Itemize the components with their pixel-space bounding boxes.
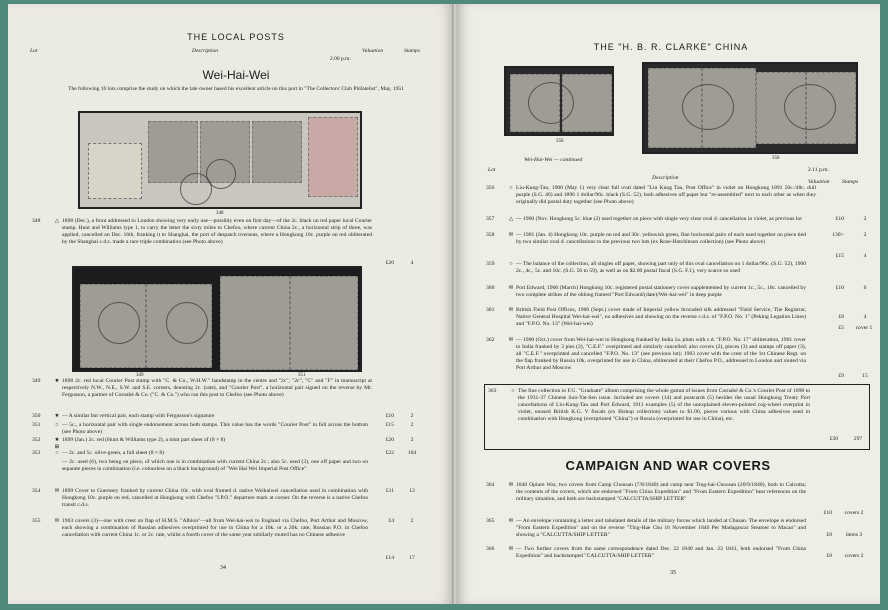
lot-symbol: ○ [511,388,515,394]
lot-entry [32,422,422,436]
lot-valuation: £11 [385,488,394,494]
lot-stamps: 15 [862,373,868,379]
right-page [456,4,880,604]
lot-valuation: £20 [385,437,394,443]
lot-stamps: 2 [410,422,414,428]
lot-symbol: ✉ [508,232,514,238]
stamp-image [290,276,358,370]
lot-valuation: 130/- [832,232,844,238]
lot-description: 1898 2c. red local Courier Post stamp with "C. & Co., W.H.W." handstamp in the centre and "2c", "2c", "C" and "F" in manuscript at respectively N.W., N.E., S.W. and S.E. corners, denoting 2c. (rate), and "Courier Post", a horizontal pair signed on the reverse by Mr. Fergusson, a partner of Cornabé & Co. ("C. & Co.") who ran this post to Chefoo (see Photo above) [62,378,372,398]
lot-entry [32,378,422,414]
lot-description: British Field Post Offices, 1900 (Sept.) cover made of Imperial yellow brocaded silk addressed "Field Service, The Registrar, Native General Hospital Wei-hai-wei", no adhesives and showing on the reverse c.d.s. of "F.P.O. No. 1" (Peking Legation Lines) and "F.P.O. No. 13" (Wei-hai-wei) [516,307,806,327]
lot-symbol: ★ [54,378,60,384]
lot-description: Liu-Kung-Tau, 1900 (May 1) very clear full oval dated "Liu Kung Tau, Post Office" in violet on Hongkong 1891 50c./48c. dull purple (S.G. 46) and 1896 1 dollar/96c. black (S.G. 52), both adhesives off paper but "re-assembled" next to each other as when they originally did postal duty together (see Photo above) [516,185,816,205]
lot-symbol: ✉ [54,488,60,494]
lot-entry [486,232,868,260]
running-head: THE "H. B. R. CLARKE" CHINA [593,42,749,52]
caption: 356 [556,139,564,144]
photo-pairs-349-351 [72,266,362,372]
postmark [528,82,574,124]
postmark [98,302,140,344]
postmark [784,84,836,130]
lot-entry [32,218,422,268]
lot-valuation: £9 [838,373,844,379]
postmark [166,302,208,344]
lot-number: 362 [486,337,495,343]
lot-symbol: ✉ [54,518,60,524]
lot-entry [486,518,868,546]
lot-valuation: £8 [838,314,844,320]
lot-trailing-values [486,373,868,381]
postmark [206,159,236,189]
lot-valuation: £10 [835,216,844,222]
col-valuation: Valuation [808,179,830,185]
lot-valuation: £8 [826,553,832,559]
lot-description: — 1900 (Nov. Hongkong 5c. blue (2) used together on piece with single very clear oval d. cancellation in violet, as previous lot [516,216,802,222]
lot-number: 358 [486,232,495,238]
lot-entry [486,482,868,518]
section-title-campaign: CAMPAIGN AND WAR COVERS [565,458,771,473]
stamp-image [88,143,142,199]
lot-trailing-values [32,555,422,563]
lot-symbol: ○ [55,450,59,456]
page-number: 34 [220,565,226,571]
lot-description: — 1901 (Jan. 4) Hongkong 10c. purple on red and 30c. yellowish green, fine horizontal pairs of each used together on piece tied by two similar oval d. cancellations to the previous two lots (ex Rose-Hutchinson collection) (see Photo above) [516,232,806,245]
lot-entry [486,285,868,307]
lot-entry [32,450,422,458]
lot-symbol: ✉ [508,546,514,552]
lot-symbol: ✉ [508,285,514,291]
lot-entry-featured [488,388,866,446]
page-number: 35 [670,570,676,576]
lot-symbol: ✉ [508,482,514,488]
lot-symbol: ✉ [508,518,514,524]
postmark [682,84,734,130]
lot-number: 351 [32,422,41,428]
lot-description: — Two further covers from the same correspondence dated Dec. 22 1840 and Jan. 23 1841, both endorsed "From China Expedition" and backstamped "CALCUTTA/SHIP LETTER" [516,546,806,559]
col-description: Description [652,175,679,181]
col-stamps: Stamps [842,179,859,185]
lot-description: — 2c. used (6), two being on piece, of which one is in combination with current China 2c.; also 5c. used (3), one off paper and two on separate pieces in combination (i.e. colourless on a black background) of "Wei Hai Wei Imperial Post Office" [62,459,368,472]
lot-symbol: ✉ [508,337,514,343]
col-description: Description [192,48,218,54]
left-page [8,4,454,604]
section-title: Wei-Hai-Wei [202,68,270,82]
lot-symbol: ✉ [508,307,514,313]
lot-valuation: £30 [829,436,838,442]
lot-valuation: £15 [835,253,844,259]
lot-valuation: £10 [835,285,844,291]
lot-entry [32,459,422,487]
caption: 349 [136,373,144,378]
lot-number: 355 [32,518,41,524]
lot-description: — The balance of the collection, all singles off paper, showing part only of this oval cancellation on 1 dollar/96c. (S.G. 52), 1900 2c., 4c., 5c. and 10c. (S.G. 56 to 59), as well as on $2.00 postal fiscal (S.G. F.1), very scarce so used [516,261,806,274]
lot-description: 1899 (Jan.) 2c. red (Hunt & Williams type 2), a mint part sheet of (8 × 8) [62,437,226,443]
lot-stamps: 297 [853,436,863,442]
photo-356 [504,66,614,136]
lot-valuation: £10 [823,510,832,516]
lot-symbol: ○ [509,185,513,191]
lot-number: 357 [486,216,495,222]
lot-description: — 1900 (Oct.) cover from Wei-hai-wei to Hongkong franked by India 1a. plum with c.d. "F.P.O. No. 17" obliteration, 1901 cover to India franked by 3 pies (2), "C.E.F." overprinted and similarly cancelled; also covers (2), pieces (3) and stamps off paper (3), all "C.E.F." overprinted and cancelled "F.P.O. No. 13" (see previous lot); 1903 cover with the crest of the 1st Chinese Regt. on the flap franked by Russia 10k. overprinted for use in China, obliterated at their Chefoo P.O., addressed to London and routed via Port Arthur and Moscow [516,337,806,371]
col-lot: Lot [30,48,38,54]
lot-valuation: £14 [385,555,394,561]
caption: 348 [216,211,224,216]
lot-valuation: £8 [826,532,832,538]
stamp-image [308,117,358,197]
lot-stamps: 2 [863,232,867,238]
lot-description: 1903 covers (3)—one with crest on flap of H.M.S. "Albion"—all from Wei-hai-wei to England via Chefoo, Port Arthur and Moscow, each showing a combination of Russian adhesives overprinted for use in China for a 10k. or a 20k. rate, Russian P.O. in Chefoo cancellation with current China 1c. or 2c. rate, whilst a fourth cover of the same year similarly routed has no Chinese adhesive [62,518,368,538]
lot-stamps: 4 [863,314,867,320]
lot-symbol: ★ ⊞ [54,437,60,450]
lot-number: 348 [32,218,41,224]
lot-number: 352 [32,437,41,443]
lot-number: 356 [486,185,495,191]
lot-symbol: ★ [54,413,60,419]
running-head: THE LOCAL POSTS [187,32,285,42]
lot-description: — 5c., a horizontal pair with single endorsement across both stamps. This value has the words "Courier Post" in full across the bottom (see Photo above) [62,422,368,435]
lot-description: The fine collection in F.G. "Graduate" album comprising the whole gamut of issues from Cornabé & Co.'s Courier Post of 1898 to the 1931-37 Chinese Sun-Yat-Sen issue. Included are covers (14) and postcards (5) besides the usual Hongkong Treaty Port cancellations of Liu-Kung-Tau and Port Edward, 1911 examples (5) of the unexplained eleven-pointed cog-wheel overprint in violet, unused British K.G. V fiscals (ex Bishop collection) values to $1.00, pieces various with China adhesives used in combination with Hongkong (overprinted "China") or Russia (overprinted for use in China), etc. [518,388,810,422]
lot-description: Port Edward, 1906 (March) Hongkong 10c. registered postal stationery cover supplemented by current 1c., 5c., 10c. cancelled by two complete strikes of the oblong framed "Port Edward/(date)/Wei-hai-wei" in deep purple [516,285,806,298]
lot-entry [486,185,868,213]
lot-entry [32,413,422,421]
lot-stamps: covers 2 [844,510,864,516]
caption: 351 [298,373,306,378]
intro-text: The following 16 lots comprise the study on which the late owner based his excellent article on this port in "The Collectors' Club Philatelist", May, 1951 [68,86,404,92]
lot-entry [32,437,422,450]
lot-stamps: 2 [410,437,414,443]
caption: 358 [772,156,780,161]
lot-symbol: ○ [55,422,59,428]
col-stamps: Stamps [404,48,420,54]
lot-stamps: 2 [863,216,867,222]
lot-stamps: 2 [410,518,414,524]
lot-symbol: △ [508,216,514,222]
lot-stamps: 17 [409,555,415,561]
lot-description: — 2c. and 5c. olive-green, a full sheet (8 × 8) [62,450,165,456]
lot-description: 1899 Cover to Guernsey franked by current China 10c. with oval framed d. native Weihaiwei cancellation used in combination with Hongkong 10c. purple on red, cancelled at Hongkong with Chefoo "I.P.O." departure mark at corner. On the reverse is a native Chefoo transit c.d.s. [62,488,368,508]
lot-number: 359 [486,261,495,267]
lot-stamps: 2 [410,413,414,419]
stamp-image [252,121,302,183]
lot-description: — An envelope containing a letter and tabulated details of the military forces which landed at Chusan. The envelope is endorsed "From Eastern Expedition" and on the reverse "Ting-Hae Chu 16 November 1840 Per Madagascar Steamer to Macao" and showing a "CALCUTTA/SHIP LETTER" [516,518,806,538]
lot-description: 1898 (Dec.), a front addressed to London showing very early use—possibly even on first day—of the 2c. black on red paper local Courier stamp. Hunt and Williams type 1, to carry the letter the sixty miles to Chefoo, where current China 2c., a horizontal strip of three, was applied, cancelled on Dec. 16th, franking it to Shanghai, the port of despatch overseas, where a Hongkong 10c. purple on red obliterated by the Shanghai c.d.s. made a rare triple combination (see Photo above) [62,218,372,245]
lot-entry [486,216,868,230]
lot-entry [486,253,868,283]
continued-subhead: Wei-Hai-Wei — continued [524,157,583,163]
stamp-image [220,276,290,370]
lot-number: 365 [486,518,495,524]
col-lot: Lot [488,167,496,173]
lot-number: 366 [486,546,495,552]
lot-description: 1840 Opium War, two covers from Camp Chousan (7/8/1840) and camp near Ting-hai-Choosan (20/9/1840), both to Calcutta; the contents of the covers, which are endorsed "From China Expedition" and "From Eastern Expedition" bear references on the military situation, and both are backstamped "CALCUTTA/SHIP LETTER" [516,482,806,502]
lot-stamps: cover 1 [855,325,873,331]
lot-entry [32,488,422,516]
lot-stamps: items 3 [845,532,863,538]
lot-stamps: 6 [863,285,867,291]
lot-description: — A similar but vertical pair, each stamp with Fergusson's signature [62,413,215,419]
lot-number: 354 [32,488,41,494]
lot-valuation: £5 [838,325,844,331]
lot-stamps: 13 [409,488,415,494]
price-note: 2.11 p.m. [808,167,829,173]
lot-valuation: £22 [385,450,394,456]
lot-number: 360 [486,285,495,291]
lot-entry [486,307,868,335]
photo-358 [642,62,858,154]
lot-valuation: £15 [385,422,394,428]
lot-symbol: ○ [509,261,513,267]
lot-number: 363 [488,388,497,394]
lot-number: 353 [32,450,41,456]
col-valuation: Valuation [362,48,384,54]
lot-number: 349 [32,378,41,384]
lot-stamps: covers 2 [844,553,864,559]
lot-entry [486,546,868,568]
column-headers [32,48,440,62]
price-note: 2.00 p.m. [330,56,351,62]
lot-stamps: 104 [407,450,417,456]
lot-valuation: £20 [385,260,394,266]
photo-cover-348 [78,111,362,209]
lot-number: 361 [486,307,495,313]
lot-stamps: 4 [863,253,867,259]
open-catalogue-book [8,4,880,604]
lot-number: 364 [486,482,495,488]
lot-valuation: £4 [388,518,394,524]
lot-valuation: £10 [385,413,394,419]
lot-symbol: △ [54,218,60,224]
lot-number: 350 [32,413,41,419]
lot-stamps: 4 [410,260,414,266]
